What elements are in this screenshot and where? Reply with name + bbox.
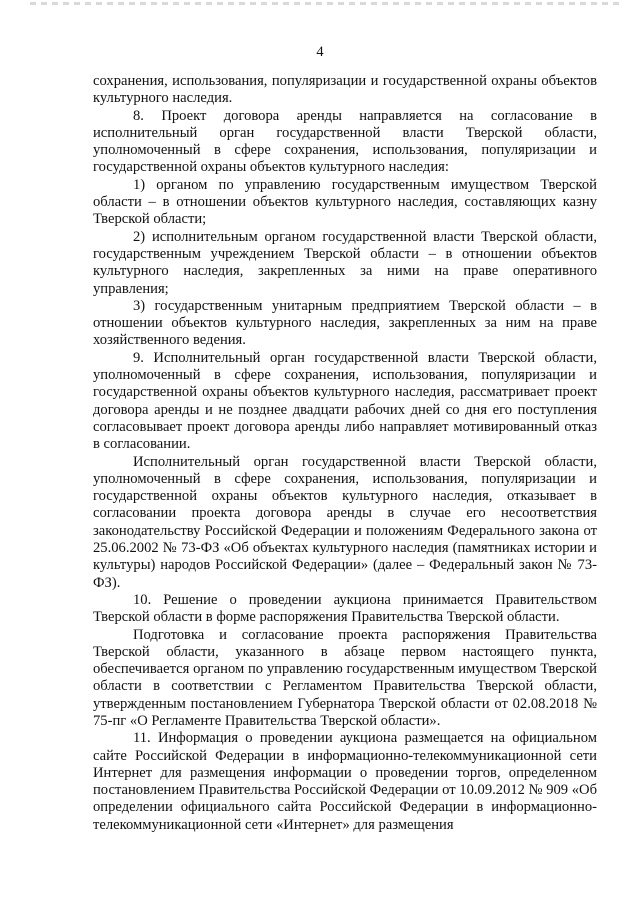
paragraph-item-8: 8. Проект договора аренды направляется на согласование в исполнительный орган государственной власти Тверской области, уполномоченный в сфере сохранения, использования, популяризации и государственной охраны объектов культурного наследия: [93, 107, 597, 176]
paragraph-item-9: 9. Исполнительный орган государственной власти Тверской области, уполномоченный в сфере сохранения, использования, популяризации и государственной охраны объектов культурного наследия, рассматривает проект договора аренды и не позднее двадцати рабочих дней со дня его поступления согласовывает проект договора аренды либо направляет мотивированный отказ в согласовании. [93, 349, 597, 453]
paragraph-continuation: сохранения, использования, популяризации и государственной охраны объектов культурного наследия. [93, 73, 597, 107]
paragraph-item-11: 11. Информация о проведении аукциона размещается на официальном сайте Российской Федерации в информационно-телекоммуникационной сети Интернет для размещения информации о проведении торгов, определенном постановлением Правительства Российской Федерации от 10.09.2012 № 909 «Об определении официального сайта Российской Федерации в информационно-телекоммуникационной сети «Интернет» для размещения [93, 730, 597, 833]
paragraph-item-10: 10. Решение о проведении аукциона принимается Правительством Тверской области в форме распоряжения Правительства Тверской области. [93, 591, 597, 626]
paragraph-item-10-preparation: Подготовка и согласование проекта распоряжения Правительства Тверской области, указанного в абзаце первом настоящего пункта, обеспечивается органом по управлению государственным имуществом Тверской области в соответствии с Регламентом Правительства Тверской области, утвержденным постановлением Губернатора Тверской области от 02.08.2018 № 75-пг «О Регламенте Правительства Тверской области». [93, 626, 597, 729]
paragraph-subitem-2: 2) исполнительным органом государственной власти Тверской области, государственным учреждением Тверской области – в отношении объектов культурного наследия, закрепленных за ними на праве оперативного управления; [93, 228, 597, 297]
paragraph-subitem-3: 3) государственным унитарным предприятием Тверской области – в отношении объектов культурного наследия, закрепленных за ним на праве хозяйственного ведения. [93, 297, 597, 349]
paragraph-item-9-refusal: Исполнительный орган государственной власти Тверской области, уполномоченный в сфере сохранения, использования, популяризации и государственной охраны объектов культурного наследия, отказывает в согласовании проекта договора аренды в случае его несоответствия законодательству Российской Федерации и положениям Федерального закона от 25.06.2002 № 73-ФЗ «Об объектах культурного наследия (памятниках истории и культуры) народов Российской Федерации» (далее – Федеральный закон № 73-ФЗ). [93, 453, 597, 591]
paragraph-subitem-1: 1) органом по управлению государственным имуществом Тверской области – в отношении объектов культурного наследия, составляющих казну Тверской области; [93, 176, 597, 228]
document-body [93, 73, 597, 834]
page-number: 4 [316, 44, 324, 60]
scan-header-strip [30, 2, 620, 5]
